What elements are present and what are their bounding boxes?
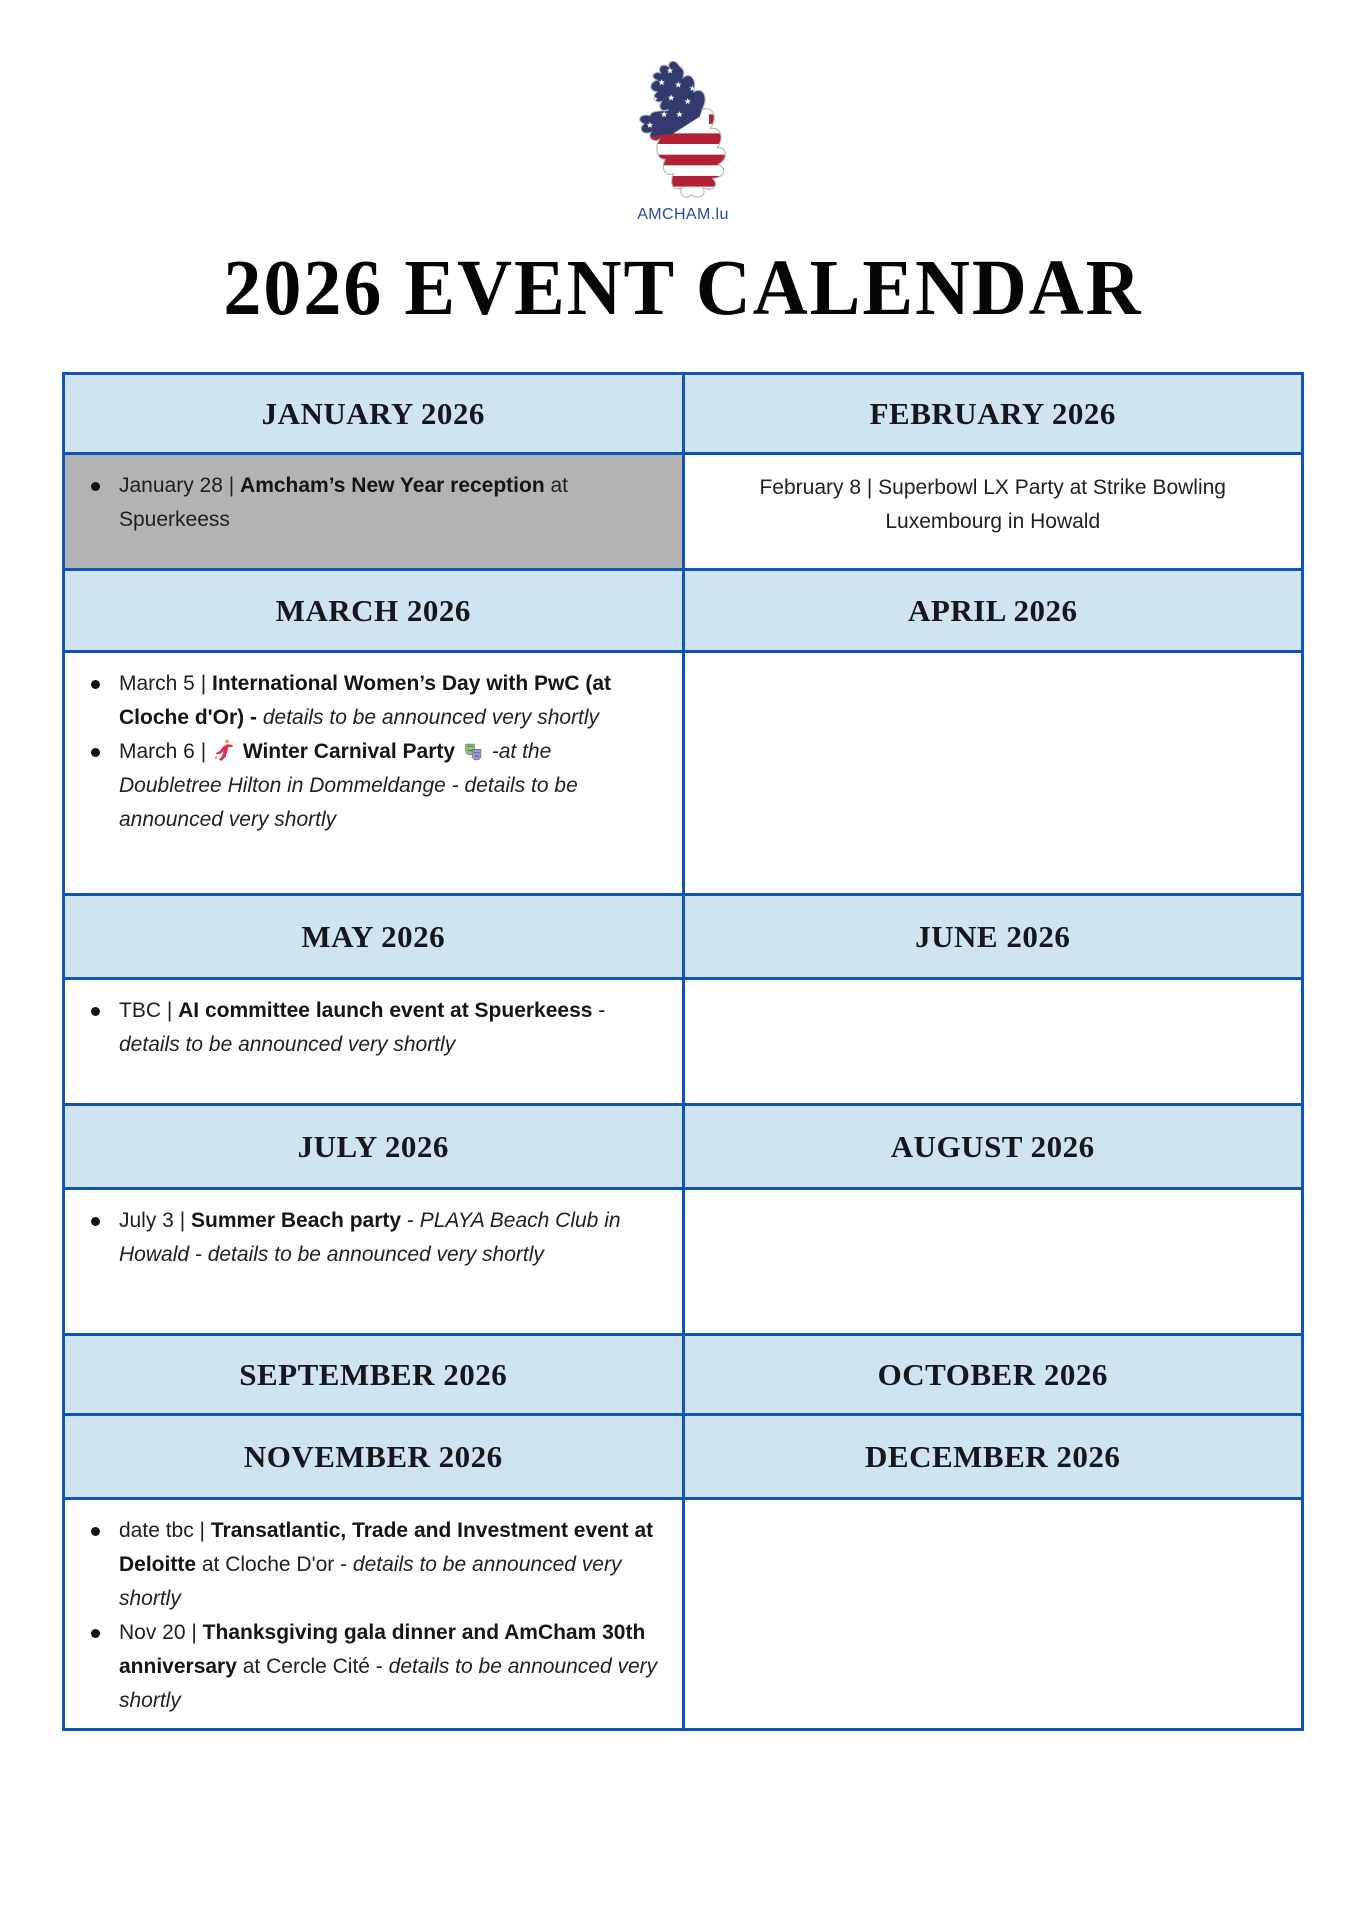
events-cell-november-2026: [64, 1499, 684, 1730]
month-header-february-2026: FEBRUARY 2026: [683, 374, 1303, 454]
event-list-item: [87, 994, 658, 1062]
event-text: [119, 667, 658, 735]
event-text-segment: -: [401, 1209, 420, 1232]
bullet-dot: [91, 1007, 100, 1016]
event-text: [119, 1514, 658, 1616]
event-text-segment: February 8 | Superbowl LX Party at Strike Bowling Luxembourg in Howald: [759, 476, 1226, 533]
bullet-dot: [91, 1527, 100, 1536]
events-cell-april-2026: [683, 652, 1303, 895]
events-row: [64, 979, 1303, 1105]
bullet-dot: [91, 1629, 100, 1638]
event-text-segment: details to be announced very shortly: [119, 1033, 456, 1056]
event-list-item: [87, 1616, 658, 1718]
event-list-item: [87, 469, 658, 537]
events-cell-march-2026: [64, 652, 684, 895]
event-text: [719, 471, 1268, 539]
calendar-table: [62, 372, 1304, 1731]
month-header-row: [64, 570, 1303, 652]
event-text-segment: Winter Carnival Party: [242, 740, 461, 763]
event-text-segment: AI committee launch event at Spuerkeess: [178, 999, 593, 1022]
events-row: [64, 454, 1303, 570]
amcham-lion-flag-icon: [623, 60, 743, 202]
event-text-segment: PLAYA Beach Club in Howald - details to be announced very shortly: [119, 1209, 621, 1266]
event-text-segment: details to be announced very shortly: [119, 1553, 622, 1610]
calendar-table-body: [64, 374, 1303, 1730]
event-text-segment: March 6 |: [119, 740, 212, 763]
month-header-july-2026: JULY 2026: [64, 1105, 684, 1189]
event-text-segment: details to be announced very shortly: [262, 706, 600, 729]
events-cell-july-2026: [64, 1189, 684, 1335]
event-text: [119, 1616, 658, 1718]
event-text: [119, 1204, 658, 1272]
month-header-october-2026: OCTOBER 2026: [683, 1335, 1303, 1415]
month-header-december-2026: DECEMBER 2026: [683, 1415, 1303, 1499]
month-header-november-2026: NOVEMBER 2026: [64, 1415, 684, 1499]
event-text-segment: Nov 20 |: [119, 1621, 203, 1644]
event-list-item: [87, 735, 658, 837]
event-text-segment: -: [592, 999, 606, 1022]
events-cell-february-2026: [683, 454, 1303, 570]
month-header-row: [64, 1105, 1303, 1189]
events-cell-december-2026: [683, 1499, 1303, 1730]
bullet-dot: [91, 482, 100, 491]
month-header-row: [64, 1415, 1303, 1499]
event-list-item: [87, 1514, 658, 1616]
bullet-dot: [91, 680, 100, 689]
woman-dancing-emoji-icon: [214, 738, 235, 762]
month-header-june-2026: JUNE 2026: [683, 895, 1303, 979]
event-text-segment: July 3 |: [119, 1209, 191, 1232]
month-header-row: [64, 1335, 1303, 1415]
month-header-august-2026: AUGUST 2026: [683, 1105, 1303, 1189]
event-text-segment: -at the Doubletree Hilton in Dommeldange - details to be announced very shortly: [119, 740, 578, 831]
events-cell-august-2026: [683, 1189, 1303, 1335]
events-row: [64, 652, 1303, 895]
event-text-segment: International Women’s Day with PwC (at Cloche d'Or) -: [119, 672, 612, 729]
logo-caption: AMCHAM.lu: [637, 206, 729, 223]
event-text-segment: at Spuerkeess: [119, 474, 569, 531]
event-text-segment: March 5 |: [119, 672, 212, 695]
amcham-logo: [0, 60, 1366, 224]
event-text-segment: Thanksgiving gala dinner and AmCham 30th anniversary: [119, 1621, 646, 1678]
event-text: [119, 735, 658, 837]
events-row: [64, 1189, 1303, 1335]
event-text-segment: January 28 |: [119, 474, 241, 497]
month-header-row: [64, 895, 1303, 979]
calendar-table-holder: [0, 372, 1366, 1731]
event-text-segment: TBC |: [119, 999, 179, 1022]
performing-arts-masks-emoji-icon: [463, 742, 484, 762]
event-text-segment: Transatlantic, Trade and Investment event at Deloitte: [119, 1519, 654, 1576]
event-text-segment: Amcham’s New Year reception: [240, 474, 545, 497]
event-list-item: [87, 1204, 658, 1272]
event-text-segment: details to be announced very shortly: [119, 1655, 658, 1712]
month-header-april-2026: APRIL 2026: [683, 570, 1303, 652]
month-header-may-2026: MAY 2026: [64, 895, 684, 979]
month-header-september-2026: SEPTEMBER 2026: [64, 1335, 684, 1415]
event-text: [119, 994, 658, 1062]
month-header-row: [64, 374, 1303, 454]
bullet-dot: [91, 1217, 100, 1226]
event-text: [119, 469, 658, 537]
page-title: 2026 EVENT CALENDAR: [223, 244, 1143, 332]
month-header-march-2026: MARCH 2026: [64, 570, 684, 652]
event-text-segment: at Cercle Cité -: [236, 1655, 389, 1678]
events-cell-june-2026: [683, 979, 1303, 1105]
month-header-january-2026: JANUARY 2026: [64, 374, 684, 454]
event-list-item: [87, 667, 658, 735]
events-row: [64, 1499, 1303, 1730]
event-text-segment: Summer Beach party: [190, 1209, 402, 1232]
bullet-dot: [91, 748, 100, 757]
events-cell-january-2026: [64, 454, 684, 570]
event-text-segment: at Cloche D'or -: [196, 1553, 353, 1576]
event-text-segment: date tbc |: [119, 1519, 211, 1542]
events-cell-may-2026: [64, 979, 684, 1105]
